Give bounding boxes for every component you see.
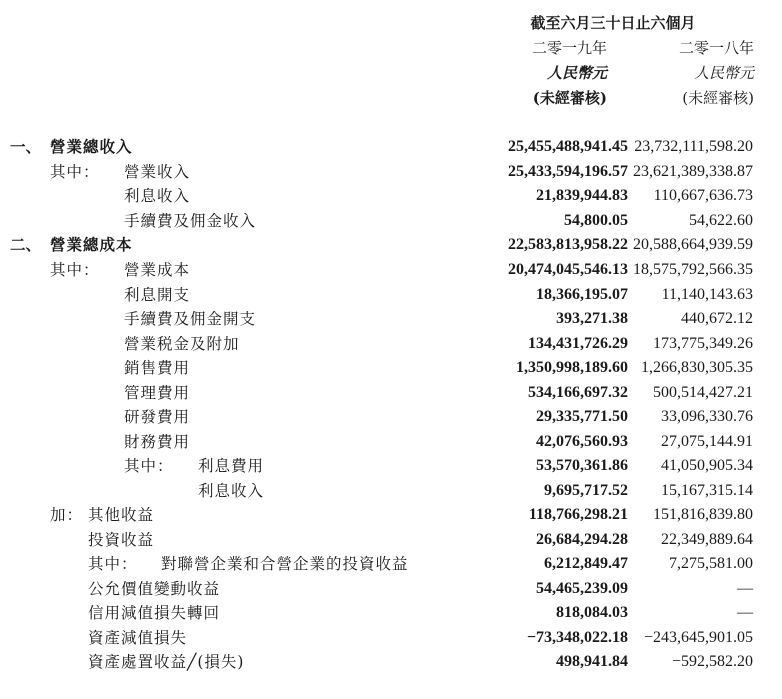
row-other-income bbox=[0, 504, 782, 526]
value-2018: 500,514,427.21 bbox=[653, 384, 753, 401]
row-total-cost bbox=[0, 234, 782, 256]
row-asset-impairment bbox=[0, 627, 782, 649]
row-label: 營業税金及附加 bbox=[124, 335, 240, 353]
row-prefix: 一、 bbox=[10, 137, 42, 156]
value-2018: 151,816,839.80 bbox=[653, 506, 753, 523]
row-interest-income bbox=[0, 185, 782, 207]
row-finance-expenses bbox=[0, 431, 782, 453]
value-2018: — bbox=[737, 604, 753, 621]
row-label: 管理費用 bbox=[124, 384, 191, 402]
value-2019: 1,350,998,189.60 bbox=[516, 359, 628, 376]
value-2018: 15,167,315.14 bbox=[661, 482, 753, 499]
row-prefix: 二、 bbox=[10, 235, 42, 254]
row-label: 營業總收入 bbox=[50, 137, 133, 156]
row-investment-income bbox=[0, 529, 782, 551]
row-label: 營業成本 bbox=[124, 261, 191, 279]
col2-currency: 人民幣元 bbox=[693, 64, 754, 82]
value-2019: 18,366,195.07 bbox=[536, 286, 628, 303]
period-header: 截至六月三十日止六個月 bbox=[530, 14, 696, 32]
value-2018: 7,275,581.00 bbox=[669, 555, 753, 572]
value-2019: 21,839,944.83 bbox=[536, 187, 628, 204]
value-2019: 42,076,560.93 bbox=[536, 433, 628, 450]
value-2019: 25,433,594,196.57 bbox=[508, 163, 628, 180]
col1-audit: (未經審核) bbox=[532, 89, 607, 107]
value-2019: 20,474,045,546.13 bbox=[508, 261, 628, 278]
value-2019: 818,084.03 bbox=[556, 604, 628, 621]
value-2019: 393,271.38 bbox=[556, 310, 628, 327]
value-2019: 29,335,771.50 bbox=[536, 408, 628, 425]
value-2019: 54,465,239.09 bbox=[536, 580, 628, 597]
row-label: 營業總成本 bbox=[50, 235, 133, 254]
col2-audit: (未經審核) bbox=[682, 89, 754, 107]
row-label: 利息收入 bbox=[124, 187, 191, 205]
row-total-revenue bbox=[0, 136, 782, 158]
row-prefix: 其中： bbox=[50, 261, 100, 279]
row-associates-income bbox=[0, 553, 782, 575]
value-2019: 9,695,717.52 bbox=[544, 482, 628, 499]
value-2018: 440,672.12 bbox=[681, 310, 753, 327]
value-2018: 173,775,349.26 bbox=[653, 335, 753, 352]
value-2018: 22,349,889.64 bbox=[661, 531, 753, 548]
row-admin-expenses bbox=[0, 382, 782, 404]
value-2018: 1,266,830,305.35 bbox=[641, 359, 753, 376]
value-2018: — bbox=[737, 580, 753, 597]
row-interest-income-sub bbox=[0, 480, 782, 502]
value-2018: 18,575,792,566.35 bbox=[633, 261, 753, 278]
row-prefix: 其中： bbox=[50, 163, 100, 181]
col1-currency: 人民幣元 bbox=[546, 64, 607, 82]
row-label: 對聯營企業和合營企業的投資收益 bbox=[161, 555, 409, 573]
row-fee-income bbox=[0, 210, 782, 232]
value-2018: 23,621,389,338.87 bbox=[633, 163, 753, 180]
row-selling-expenses bbox=[0, 357, 782, 379]
row-label: 利息費用 bbox=[198, 457, 265, 475]
value-2019: −73,348,022.18 bbox=[526, 629, 628, 646]
value-2018: 27,075,144.91 bbox=[661, 433, 753, 450]
row-label: 利息收入 bbox=[198, 482, 265, 500]
row-operating-cost bbox=[0, 259, 782, 281]
value-2019: 54,800.05 bbox=[564, 212, 628, 229]
row-rnd-expenses bbox=[0, 406, 782, 428]
row-label: 銷售費用 bbox=[124, 359, 191, 377]
row-fee-expense bbox=[0, 308, 782, 330]
row-label: 財務費用 bbox=[124, 433, 191, 451]
row-label: 利息開支 bbox=[124, 286, 191, 304]
row-label: 手續費及佣金開支 bbox=[124, 310, 257, 328]
row-label: 手續費及佣金收入 bbox=[124, 212, 257, 230]
value-2018: 33,096,330.76 bbox=[661, 408, 753, 425]
row-prefix: 加： bbox=[50, 506, 84, 524]
row-prefix: 其中： bbox=[124, 457, 174, 475]
row-operating-revenue bbox=[0, 161, 782, 183]
value-2019: 22,583,813,958.22 bbox=[508, 236, 628, 253]
row-label: 資產減值損失 bbox=[88, 629, 188, 647]
value-2018: 20,588,664,939.59 bbox=[633, 236, 753, 253]
row-taxes-surcharges bbox=[0, 333, 782, 355]
value-2018: 54,622.60 bbox=[689, 212, 753, 229]
value-2019: 25,455,488,941.45 bbox=[508, 138, 628, 155]
value-2018: 110,667,636.73 bbox=[653, 187, 753, 204]
value-2019: 26,684,294.28 bbox=[536, 531, 628, 548]
value-2019: 534,166,697.32 bbox=[528, 384, 628, 401]
row-interest-expense bbox=[0, 284, 782, 306]
row-interest-cost bbox=[0, 455, 782, 477]
value-2018: 23,732,111,598.20 bbox=[634, 138, 753, 155]
value-2019: 498,941.84 bbox=[556, 653, 628, 670]
row-fair-value-gain bbox=[0, 578, 782, 600]
value-2019: 6,212,849.47 bbox=[544, 555, 628, 572]
row-prefix: 其中： bbox=[88, 555, 138, 573]
col1-year: 二零一九年 bbox=[531, 39, 607, 57]
row-label: 其他收益 bbox=[88, 506, 155, 524]
row-credit-impairment-reversal bbox=[0, 602, 782, 624]
row-label: 投資收益 bbox=[88, 531, 155, 549]
row-label: 公允價值變動收益 bbox=[88, 580, 221, 598]
row-asset-disposal bbox=[0, 651, 782, 673]
value-2018: −592,582.20 bbox=[671, 653, 753, 670]
col2-year: 二零一八年 bbox=[678, 39, 754, 57]
value-2018: 11,140,143.63 bbox=[661, 286, 753, 303]
row-label: 資產處置收益╱(損失) bbox=[88, 653, 245, 671]
value-2019: 53,570,361.86 bbox=[536, 457, 628, 474]
value-2019: 134,431,726.29 bbox=[528, 335, 628, 352]
value-2018: −243,645,901.05 bbox=[643, 629, 753, 646]
row-label: 信用減值損失轉回 bbox=[88, 604, 221, 622]
value-2018: 41,050,905.34 bbox=[661, 457, 753, 474]
row-label: 研發費用 bbox=[124, 408, 191, 426]
value-2019: 118,766,298.21 bbox=[528, 506, 628, 523]
row-label: 營業收入 bbox=[124, 163, 191, 181]
